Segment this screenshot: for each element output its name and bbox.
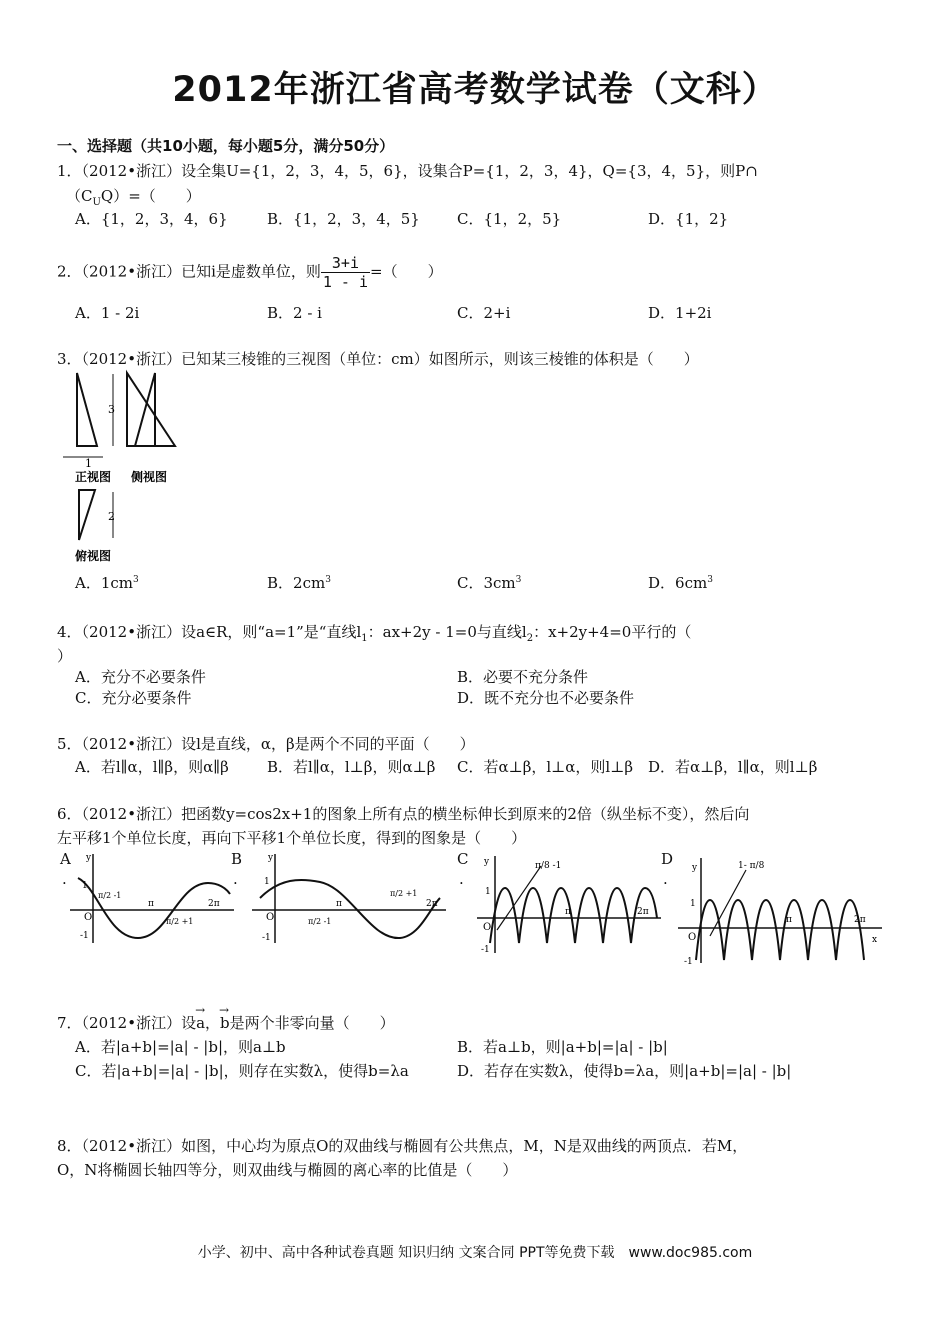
q3-stem: 3．（2012•浙江）已知某三棱锥的三视图（单位：cm）如图所示，则该三棱锥的体积是（ ）	[57, 350, 699, 368]
q2-option-a: A．1 - 2i	[75, 304, 140, 322]
graph-a-origin: O	[84, 912, 93, 923]
graph-b-m1: -1	[262, 933, 271, 943]
q6-dot-c: .	[459, 870, 464, 888]
q7-a-label: A．	[75, 1038, 101, 1056]
q1-option-b: B．{1，2，3，4，5}	[267, 210, 420, 228]
graph-d-y-label: y	[692, 863, 698, 873]
q4-option-a: A．充分不必要条件	[75, 668, 206, 686]
q2-option-d: D．1+2i	[648, 304, 712, 322]
side-view-label: 侧视图	[131, 470, 168, 484]
q6-dot-a: .	[62, 870, 67, 888]
graph-d-curve	[696, 900, 864, 960]
q7-d-text: 若存在实数λ，使得b=λa，则|a+b|=|a| - |b|	[484, 1062, 792, 1080]
q4-stem-line1	[57, 621, 691, 644]
q7-d-label: D．	[457, 1062, 485, 1080]
q7-stem-a: 7．（2012•浙江）设	[57, 1014, 197, 1032]
q4-stem-line2: ）	[57, 647, 73, 665]
graph-b-origin: O	[266, 912, 275, 923]
graph-d-2pi: 2π	[854, 915, 866, 925]
q1-option-d: D．{1，2}	[648, 210, 729, 228]
q2-option-b: B．2 - i	[267, 304, 322, 322]
q7-vector-b: → b	[220, 1014, 230, 1032]
q2-fraction	[321, 254, 370, 291]
q7-option-b	[457, 1036, 668, 1057]
dim-2-label: 2	[108, 510, 115, 523]
q1-option-a: A．{1，2，3，4，6}	[75, 210, 228, 228]
graph-a-pi2p1: π/2 +1	[166, 917, 194, 926]
q8-stem-line2: O，N将椭圆长轴四等分，则双曲线与椭圆的离心率的比值是（ ）	[57, 1161, 518, 1179]
q4-sub-2: 2	[526, 633, 534, 644]
graph-c-pointer	[497, 866, 541, 930]
graph-c-1: 1	[485, 887, 491, 897]
q7-stem-b: ，	[205, 1014, 221, 1032]
q5-stem: 5．（2012•浙江）设l是直线，α，β是两个不同的平面（ ）	[57, 735, 475, 753]
q5-option-b: B．若l∥α，l⊥β，则α⊥β	[267, 758, 436, 776]
q3-c-text: C．3cm	[457, 574, 516, 592]
graph-c-curve	[490, 888, 657, 943]
q5-option-d: D．若α⊥β，l∥α，则l⊥β	[648, 758, 818, 776]
q6-label-a: A	[60, 850, 71, 868]
top-view-triangle	[79, 490, 95, 540]
q1-stem-line2	[66, 185, 201, 208]
q2-numerator: 3+i	[321, 254, 370, 273]
q6-label-b: B	[231, 850, 243, 868]
graph-a-y-label: y	[86, 853, 92, 863]
q2-stem-text: 2．（2012•浙江）已知i是虚数单位，则	[57, 262, 321, 281]
graph-c-m1: -1	[481, 945, 490, 955]
graph-d-1: 1	[690, 899, 696, 909]
graph-b-pi2m1: π/2 -1	[308, 917, 332, 926]
q6-dot-b: .	[233, 870, 238, 888]
q6-stem-line1: 6．（2012•浙江）把函数y=cos2x+1的图象上所有点的横坐标伸长到原来的2倍（纵坐标不变），然后向	[57, 805, 750, 823]
q7-b-text: 若a⊥b，则|a+b|=|a| - |b|	[483, 1038, 668, 1056]
q1-stem-line1: 1．（2012•浙江）设全集U={1，2，3，4，5，6}，设集合P={1，2，3，4}，Q={3，4，5}，则P∩	[57, 162, 758, 180]
top-view-label: 俯视图	[75, 549, 112, 563]
q2-option-c: C．2+i	[457, 304, 511, 322]
q7-b-label: B．	[457, 1038, 484, 1056]
q3-c-sup: 3	[515, 575, 522, 585]
q7-stem-c: 是两个非零向量（ ）	[229, 1014, 395, 1032]
q7-c-label: C．	[75, 1062, 102, 1080]
dim-1-label: 1	[85, 457, 92, 470]
q3-a-text: A．1cm	[75, 574, 134, 592]
graph-b	[250, 848, 450, 948]
q6-label-d: D	[661, 850, 674, 868]
graph-b-1: 1	[264, 877, 270, 887]
dim-3-label: 3	[108, 403, 115, 416]
q3-d-sup: 3	[707, 575, 713, 585]
q7-option-a	[75, 1036, 286, 1057]
graph-c-y-label: y	[484, 857, 490, 867]
q7-c-text: 若|a+b|=|a| - |b|，则存在实数λ，使得b=λa	[101, 1062, 409, 1080]
q1-sub-u: U	[92, 197, 101, 208]
graph-c-annotation: π/8 -1	[535, 861, 562, 871]
q6-stem-line2: 左平移1个单位长度，再向下平移1个单位长度，得到的图象是（ ）	[57, 829, 527, 847]
q2-stem-end: =（ ）	[370, 262, 443, 281]
q7-stem	[57, 1012, 395, 1033]
graph-b-pi: π	[336, 899, 342, 909]
q2-stem	[57, 254, 443, 291]
q6-dot-d: .	[663, 870, 668, 888]
q1-stem-end: Q）=（ ）	[100, 187, 201, 205]
graph-d-pi: π	[786, 915, 792, 925]
graph-a-2pi: 2π	[208, 899, 220, 909]
graph-a-1: 1	[82, 881, 88, 891]
q4-option-b: B．必要不充分条件	[457, 668, 589, 686]
q7-option-d	[457, 1060, 791, 1081]
page-footer: 小学、初中、高中各种试卷真题 知识归纳 文案合同 PPT等免费下载 www.doc985.com	[197, 1245, 753, 1261]
q3-b-text: B．2cm	[267, 574, 326, 592]
section-heading: 一、选择题（共10小题，每小题5分，满分50分）	[57, 137, 395, 155]
graph-d-x-label: x	[872, 935, 878, 945]
graph-c-2pi: 2π	[637, 907, 649, 917]
q3-option-d	[648, 572, 713, 593]
q5-option-a: A．若l∥α，l∥β，则α∥β	[75, 758, 229, 776]
graph-d-origin: O	[688, 932, 697, 943]
graph-b-pi2p1: π/2 +1	[390, 889, 418, 898]
graph-b-y-label: y	[268, 853, 274, 863]
q4-stem-c: ：x+2y+4=0平行的（	[533, 623, 692, 641]
graph-a-pi2m1: π/2 -1	[98, 891, 122, 900]
three-view-figure	[55, 368, 195, 568]
graph-c	[475, 848, 665, 958]
q4-stem-b: ：ax+2y - 1=0与直线l	[367, 623, 527, 641]
graph-d-annotation: 1- π/8	[738, 861, 765, 871]
front-view-label: 正视图	[75, 470, 112, 484]
graph-d-m1: -1	[684, 957, 693, 967]
q3-d-text: D．6cm	[648, 574, 708, 592]
q7-a-text: 若|a+b|=|a| - |b|，则a⊥b	[100, 1038, 286, 1056]
page-title: 2012年浙江省高考数学试卷（文科）	[172, 70, 778, 110]
q7-option-c	[75, 1060, 409, 1081]
q2-denominator: 1 - i	[322, 273, 369, 291]
graph-c-pi: π	[565, 907, 571, 917]
q1-option-c: C．{1，2，5}	[457, 210, 562, 228]
graph-a	[68, 848, 238, 948]
q6-label-c: C	[457, 850, 469, 868]
q3-a-sup: 3	[133, 575, 139, 585]
graph-c-origin: O	[483, 922, 492, 933]
q1-complement: （C	[66, 187, 93, 205]
q3-option-b	[267, 572, 331, 593]
q3-option-c	[457, 572, 521, 593]
q4-sub-1: 1	[361, 633, 368, 644]
graph-d	[676, 848, 886, 968]
graph-a-pi: π	[148, 899, 154, 909]
front-view-triangle	[77, 373, 97, 446]
q4-option-d: D．既不充分也不必要条件	[457, 689, 635, 707]
q3-option-a	[75, 572, 139, 593]
q5-option-c: C．若α⊥β，l⊥α，则l⊥β	[457, 758, 633, 776]
graph-b-2pi: 2π	[426, 899, 438, 909]
q7-vector-a: → a	[196, 1014, 205, 1032]
q8-stem-line1: 8．（2012•浙江）如图，中心均为原点O的双曲线与椭圆有公共焦点，M，N是双曲线的两顶点．若M，	[57, 1137, 748, 1155]
q4-stem-a: 4．（2012•浙江）设a∈R，则“a=1”是“直线l	[57, 623, 362, 641]
q3-b-sup: 3	[325, 575, 331, 585]
q4-option-c: C．充分必要条件	[75, 689, 192, 707]
graph-a-m1: -1	[80, 931, 89, 941]
